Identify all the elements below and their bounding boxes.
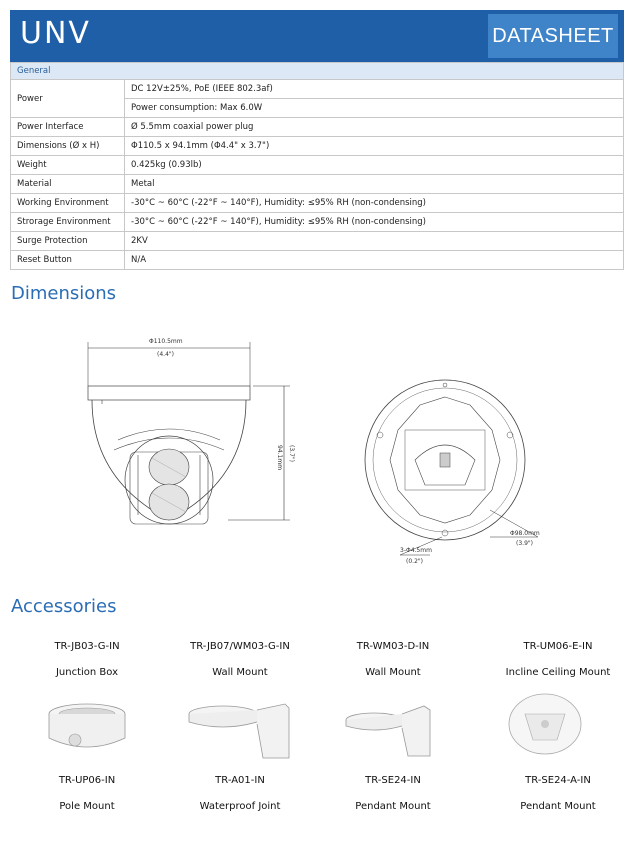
accessory-name: Junction Box — [55, 667, 119, 678]
hole-mm-label: 3-Φ4.5mm — [400, 547, 432, 554]
table-row — [11, 232, 624, 251]
accessory-model: TR-WM03-D-IN — [356, 641, 430, 652]
accessory-name: Incline Ceiling Mount — [505, 667, 611, 678]
spec-section-row — [11, 63, 624, 80]
spec-label: Power Interface — [11, 118, 125, 137]
accessory-name: Pendant Mount — [520, 801, 596, 812]
spec-label: Material — [11, 175, 125, 194]
spec-value: Ø 5.5mm coaxial power plug — [125, 118, 624, 137]
spec-value: 0.425kg (0.93lb) — [125, 156, 624, 175]
accessory-model: TR-UP06-IN — [58, 775, 116, 786]
spec-section-title: General — [11, 63, 624, 80]
spec-value: -30°C ~ 60°C (-22°F ~ 140°F), Humidity: ≤95% RH (non-condensing) — [125, 194, 624, 213]
spec-value: Power consumption: Max 6.0W — [125, 99, 624, 118]
table-row — [11, 80, 624, 99]
table-row — [11, 213, 624, 232]
accessory-name: Wall Mount — [212, 667, 268, 678]
incline-ceiling-mount-image — [505, 690, 585, 762]
wall-mount-d-image — [342, 700, 452, 760]
width-in-label: (4.4") — [157, 351, 174, 358]
height-in-label: (3.7") — [288, 445, 295, 462]
hole-in-label: (0.2") — [406, 558, 423, 565]
accessory-name: Pendant Mount — [355, 801, 431, 812]
junction-box-image — [45, 700, 130, 760]
accessory-name: Pole Mount — [59, 801, 115, 812]
width-mm-label: Φ110.5mm — [149, 338, 183, 345]
accessory-name: Waterproof Joint — [199, 801, 281, 812]
accessories-heading: Accessories — [11, 596, 117, 617]
base-mm-label: Φ98.0mm — [510, 530, 540, 537]
table-row — [11, 137, 624, 156]
accessory-name: Wall Mount — [365, 667, 421, 678]
spec-value: Metal — [125, 175, 624, 194]
accessory-model: TR-A01-IN — [215, 775, 265, 786]
accessory-model: TR-SE24-A-IN — [525, 775, 591, 786]
spec-label: Surge Protection — [11, 232, 125, 251]
brand-logo: UNV — [20, 16, 91, 51]
header-banner — [10, 10, 624, 62]
accessory-model: TR-SE24-IN — [365, 775, 421, 786]
datasheet-badge: DATASHEET — [488, 14, 618, 58]
spec-label: Strorage Environment — [11, 213, 125, 232]
camera-side-view-drawing — [78, 330, 308, 530]
camera-base-bottom-view-drawing — [360, 375, 560, 575]
spec-label: Working Environment — [11, 194, 125, 213]
spec-label: Weight — [11, 156, 125, 175]
spec-value: DC 12V±25%, PoE (IEEE 802.3af) — [125, 80, 624, 99]
table-row — [11, 175, 624, 194]
spec-label: Reset Button — [11, 251, 125, 270]
accessory-model: TR-UM06-E-IN — [523, 641, 593, 652]
spec-value: N/A — [125, 251, 624, 270]
spec-label: Power — [11, 80, 125, 118]
table-row — [11, 194, 624, 213]
table-row — [11, 156, 624, 175]
table-row — [11, 118, 624, 137]
accessory-model: TR-JB07/WM03-G-IN — [190, 641, 290, 652]
spec-value: -30°C ~ 60°C (-22°F ~ 140°F), Humidity: ≤95% RH (non-condensing) — [125, 213, 624, 232]
spec-value: 2KV — [125, 232, 624, 251]
table-row — [11, 251, 624, 270]
spec-table — [10, 62, 624, 270]
height-mm-label: 94.1mm — [276, 445, 283, 471]
dimensions-heading: Dimensions — [11, 283, 117, 304]
accessory-model: TR-JB03-G-IN — [54, 641, 120, 652]
base-in-label: (3.9") — [516, 540, 533, 547]
spec-value: Φ110.5 x 94.1mm (Φ4.4" x 3.7") — [125, 137, 624, 156]
spec-label: Dimensions (Ø x H) — [11, 137, 125, 156]
wall-mount-image — [185, 700, 295, 760]
